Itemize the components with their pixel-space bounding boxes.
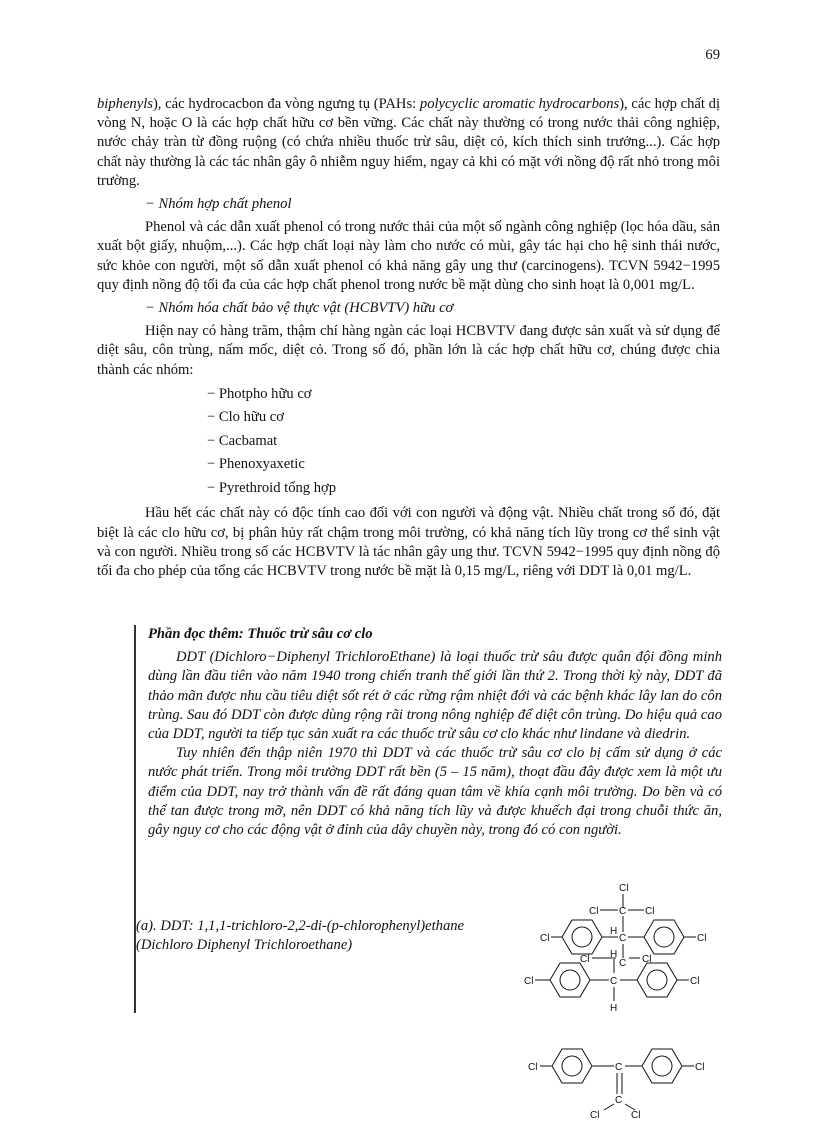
hydrogen-label: H: [610, 926, 618, 937]
heading-phenol: − Nhóm hợp chất phenol: [145, 196, 292, 213]
list-item: − Phenoxyaxetic: [207, 456, 305, 473]
pesticide-groups-list: [207, 383, 720, 501]
carbon-label: C: [615, 1095, 623, 1106]
chlorine-label: Cl: [697, 933, 707, 944]
chlorine-label: Cl: [619, 883, 629, 894]
dde-structure: [528, 1040, 718, 1120]
hydrogen-label: H: [610, 949, 618, 960]
chlorine-label: Cl: [645, 906, 655, 917]
carbon-label: C: [619, 933, 627, 944]
chlorine-label: Cl: [528, 1062, 538, 1073]
paragraph-ddt-history: DDT (Dichloro−Diphenyl TrichloroEthane) là loại thuốc trừ sâu được quân đội đồng minh dùng lần đầu tiên vào năm 1940 trong chiến tranh thế giới lần thứ 2. Trong thời kỳ này, DDT đã thảo mãn được nhu cầu tiêu diệt sốt rét ở các rừng rậm nhiệt đới và các bệnh khác lây lan do côn trùng. Sau đó DDT còn được dùng rộng rãi trong nông nghiệp để diệt côn trùng. Do hiệu quả cao của DDT, người ta tiếp tục sản xuất ra các thuốc trừ sâu cơ clo khác như lindane và diedrin.: [148, 649, 722, 743]
chlorine-label: Cl: [524, 976, 534, 987]
list-item: − Clo hữu cơ: [207, 409, 284, 426]
italic-term: polycyclic aromatic hydrocarbons: [419, 96, 620, 112]
chlorine-label: Cl: [690, 976, 700, 987]
italic-term: biphenyls: [97, 96, 153, 112]
chlorine-label: Cl: [590, 1110, 600, 1121]
ddt-caption: [136, 917, 536, 955]
ddd-structure: [516, 945, 716, 1015]
carbon-label: C: [619, 906, 627, 917]
hydrogen-label: H: [610, 1003, 618, 1014]
paragraph-pollutants: biphenyls), các hydrocacbon đa vòng ngưng tụ (PAHs: polycyclic aromatic hydrocarbons), các hợp chất dị vòng N, hoặc O là các hợp chất hữu cơ bền vững. Các chất này thường có trong nước thải công nghiệp, nước chảy tràn từ đồng ruộng (có chứa nhiều thuốc trừ sâu, diệt cỏ, kích thích sinh trưởng...). Các hợp chất này thường là các tác nhân gây ô nhiễm nguy hiểm, ngay cả khi có mặt với nồng độ rất nhỏ trong môi trường.: [97, 96, 720, 189]
chlorine-label: Cl: [540, 933, 550, 944]
list-item: − Cacbamat: [207, 432, 278, 449]
paragraph-toxicity: Hầu hết các chất này có độc tính cao đối với con người và động vật. Nhiều chất trong số đó, đặt biệt là các clo hữu cơ, bị phân hủy rất chậm trong môi trường, có khả năng tích lũy trong cơ thể sinh vật và con người. Nhiều trong số các HCBVTV là tác nhân gây ung thư. TCVN 5942−1995 quy định nồng độ tối đa cho phép của tổng các HCBVTV trong nước bề mặt là 0,15 mg/L, riêng với DDT là 0,01 mg/L.: [97, 505, 720, 579]
chlorine-label: Cl: [695, 1062, 705, 1073]
further-reading-title: Phần đọc thêm: Thuốc trừ sâu cơ clo: [148, 626, 373, 642]
list-item: − Photpho hữu cơ: [207, 385, 312, 402]
carbon-label: C: [615, 1062, 623, 1073]
paragraph-hcbvtv: Hiện nay có hàng trăm, thậm chí hàng ngàn các loại HCBVTV đang được sản xuất và sử dụng để diệt sâu, côn trùng, nấm mốc, diệt cỏ. Trong số đó, phần lớn là các hợp chất hữu cơ, chúng được chia thành các nhóm:: [97, 323, 720, 378]
chlorine-label: Cl: [589, 906, 599, 917]
further-reading-content: [148, 625, 722, 840]
page-number: 69: [705, 47, 720, 63]
carbon-label: C: [619, 958, 627, 969]
paragraph-phenol: Phenol và các dẫn xuất phenol có trong nước thải của một số ngành công nghiệp (lọc hóa dầu, sản xuất bột giấy, nhuộm,...). Các hợp chất loại này làm cho nước có mùi, gây tác hại cho hệ sinh thái nước, sức khỏe con người, một số dẫn xuất phenol có khả năng gây ung thư (carcinogens). TCVN 5942−1995 quy định nồng độ tối đa của các hợp chất phenol trong nước bề mặt dùng cho sinh hoạt là 0,001 mg/L.: [97, 219, 720, 293]
heading-hcbvtv: − Nhóm hóa chất bảo vệ thực vật (HCBVTV) hữu cơ: [145, 300, 454, 317]
ddt-caption-line1: (a). DDT: 1,1,1-trichloro-2,2-di-(p-chlorophenyl)ethane: [136, 918, 465, 934]
chlorine-label: Cl: [642, 954, 652, 965]
list-item: − Pyrethroid tổng hợp: [207, 479, 337, 496]
chlorine-label: Cl: [631, 1110, 641, 1121]
carbon-label: C: [610, 976, 618, 987]
main-text: [97, 95, 720, 581]
chlorine-label: Cl: [580, 954, 590, 965]
paragraph-ddt-ban: Tuy nhiên đến thập niên 1970 thì DDT và các thuốc trừ sâu cơ clo bị cấm sử dụng ở các nước phát triển. Trong môi trường DDT rất bền (5 – 15 năm), thoạt đầu đây được xem là một ưu điểm của DDT, nay trở thành vấn đề rất đáng quan tâm về khía cạnh môi trường. Do bền và có thể tan được trong mỡ, nên DDT có khả năng tích lũy và được khuếch đại trong chuỗi thức ăn, gây nguy cơ cho các động vật ở đỉnh của dây chuyền này, trong đó có con người.: [148, 745, 722, 839]
ddt-caption-line2: (Dichloro Diphenyl Trichloroethane): [136, 937, 353, 954]
